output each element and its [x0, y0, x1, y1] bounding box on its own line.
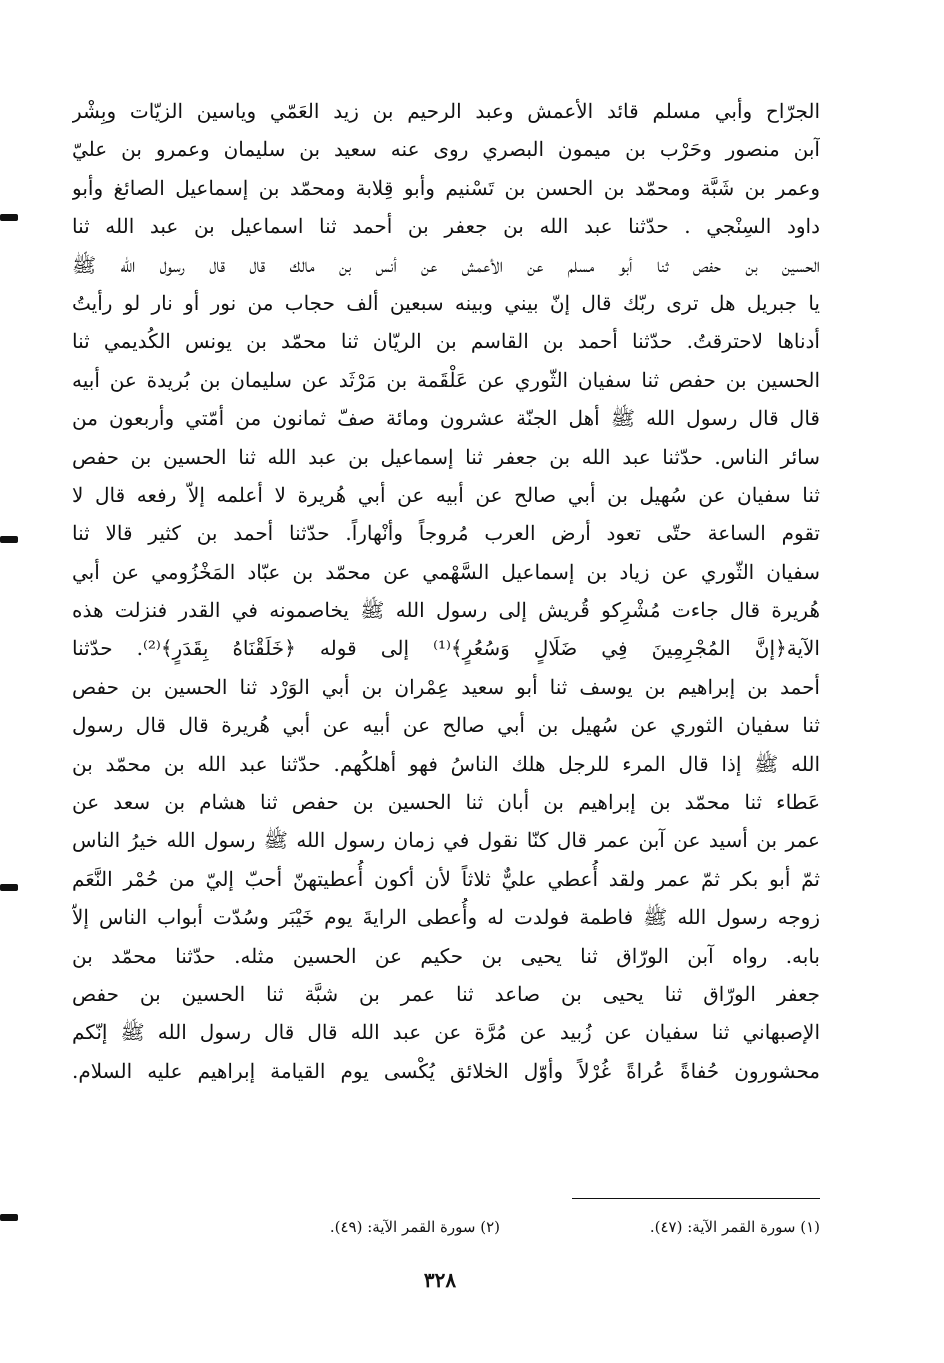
binding-mark: [0, 214, 18, 221]
text-line: الإصبهاني ثنا سفيان عن زُبيد عن مُرَّة عن عبد الله قال قال رسول الله ﷺ إنّكم: [72, 1020, 820, 1045]
text-line: أدناها لاحترقتُ. حدّثنا أحمد بن القاسم بن الريّان ثنا محمّد بن يونس الكُديمي ثنا: [72, 329, 820, 354]
text-line: الحسين بن حفص ثنا أبو مسلم عن الأعمش عن أنس بن مالك قال قال رسول الله ﷺ: [72, 252, 820, 277]
text-line: الجرّاح وأبي مسلم قائد الأعمش وعبد الرحيم بن زيد العَمّي وياسين الزيّات وبِشْر: [72, 99, 820, 123]
binding-mark: [0, 536, 18, 543]
text-line: ثمّ أبو بكر ثمّ عمر ولقد أُعطي عليٌّ ثلاثاً لأن أكون أُعطيتهنّ أحبّ إليّ من حُمْر النَّعَم: [72, 866, 820, 891]
text-line: الحسين بن حفص ثنا سفيان الثّوري عن عَلْقَمة بن مَرْثَد عن سليمان بن بُريدة عن أبيه: [72, 367, 820, 392]
text-line: داود السِنْجي . حدّثنا عبد الله بن جعفر بن أحمد ثنا اسماعيل بن عبد الله ثنا: [72, 214, 820, 239]
text-line: أحمد بن إبراهيم بن يوسف ثنا أبو سعيد عِمْران بن أبي الوَرْد ثنا الحسين بن حفص: [72, 674, 820, 699]
text-line: وعمر بن شَبَّة ومحمّد بن الحسن بن تَسْنيم وأبو قِلابة ومحمّد بن إسماعيل الصائغ وأبو: [72, 175, 820, 200]
text-line: قال قال رسول الله ﷺ أهل الجنّة عشرون ومائة صفّ ثمانون من أمّتي وأربعون من: [72, 406, 820, 431]
footnote-1: (١) سورة القمر الآية: (٤٧).: [649, 1218, 820, 1236]
footnote-2: (٢) سورة القمر الآية: (٤٩).: [329, 1218, 500, 1236]
binding-mark: [0, 884, 18, 891]
text-line: آبن منصور وحَرْب بن ميمون البصري روى عنه سعيد بن سليمان وعمرو بن عليّ: [72, 137, 820, 162]
book-page: [60, 0, 820, 1363]
text-line: عمر بن أسيد عن آبن عمر قال كنّا نقول في زمان رسول الله ﷺ رسول الله خيرُ الناس: [72, 828, 820, 853]
text-line: الآية﴿إنَّ المُجْرِمِينَ فِي ضَلَالٍ وَسُعُرٍ﴾⁽¹⁾ إلى قوله ﴿خَلَقْنَاهُ بِقَدَرٍ﴾⁽²⁾. حدّثنا: [72, 636, 820, 661]
footnotes: [240, 1212, 820, 1242]
text-line: ثنا سفيان عن سُهيل بن أبي صالح عن أبيه عن أبي هُريرة لا أعلمه إلاّ رفعه قال لا: [72, 482, 820, 507]
text-line: ثنا سفيان الثوري عن سُهيل بن أبي صالح عن أبيه عن أبي هُريرة قال قال رسول: [72, 713, 820, 738]
text-line: محشورون حُفاةً عُراةً غُرْلاً وأوّل الخلائق يُكْسى يوم القيامة إبراهيم عليه السلام.: [72, 1058, 820, 1083]
text-line: بابه. رواه آبن الورّاق ثنا يحيى بن حكيم عن الحسين مثله. حدّثنا محمّد بن: [72, 943, 820, 968]
text-line: زوجه رسول الله ﷺ فاطمة فولدت له وأُعطى الرايةَ يوم خَيْبَر وسُدّت أبواب الناس إلاّ: [72, 905, 820, 930]
binding-mark: [0, 1214, 18, 1221]
text-line: سفيان الثّوري عن زياد بن إسماعيل السَّهْمي عن محمّد بن عبّاد المَخْزُومي عن أبي: [72, 559, 820, 584]
text-line: جعفر الورّاق ثنا يحيى بن صاعد ثنا عمر بن شبَّة ثنا الحسين بن حفص: [72, 981, 820, 1006]
main-text: [72, 92, 820, 1090]
text-line: سائر الناس. حدّثنا عبد الله بن جعفر ثنا إسماعيل بن عبد الله ثنا الحسين بن حفص: [72, 444, 820, 469]
text-line: يا جبريل هل ترى ربّك قال إنّ بيني وبينه سبعين ألف حجاب من نور أو نار لو رأيتُ: [72, 290, 820, 315]
footnote-divider: [572, 1198, 820, 1199]
text-line: الله ﷺ إذا قال المرء للرجل هلك الناسُ فهو أهلكُهم. حدّثنا عبد الله بن محمّد بن: [72, 751, 820, 776]
text-line: عَطاء ثنا محمّد بن إبراهيم بن أبان ثنا الحسين بن حفص ثنا هشام بن سعد عن: [72, 790, 820, 815]
text-line: تقوم الساعة حتّى تعود أرض العرب مُروجاً وأنْهاراً. حدّثنا أحمد بن كثير قالا ثنا: [72, 521, 820, 546]
page-number: ٣٢٨: [423, 1268, 457, 1292]
text-line: هُريرة قال جاءت مُشْرِكو قُريش إلى رسول الله ﷺ يخاصمونه في القدر فنزلت هذه: [72, 598, 820, 623]
